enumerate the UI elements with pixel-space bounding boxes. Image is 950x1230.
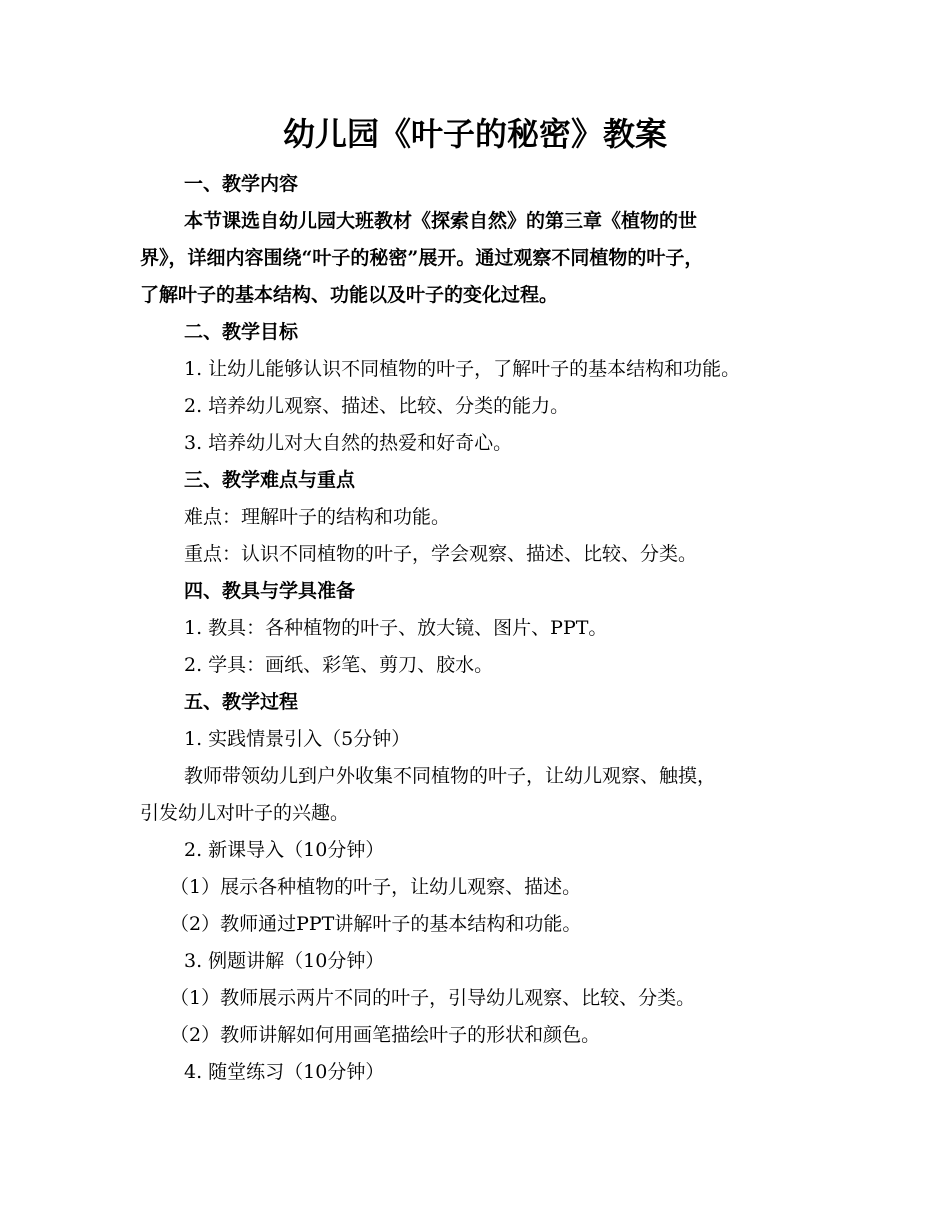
process-substep: （1）教师展示两片不同的叶子，引导幼儿观察、比较、分类。 — [170, 987, 696, 1009]
process-step: 4. 随堂练习（10分钟） — [184, 1061, 385, 1083]
section1-paragraph-line: 界》，详细内容围绕“叶子的秘密”展开。通过观察不同植物的叶子， — [140, 247, 704, 269]
process-step: 3. 例题讲解（10分钟） — [184, 950, 385, 972]
section1-paragraph-line: 本节课选自幼儿园大班教材《探索自然》的第三章《植物的世 — [184, 210, 698, 232]
section-heading-goals: 二、教学目标 — [184, 321, 299, 343]
goal-item: 1. 让幼儿能够认识不同植物的叶子，了解叶子的基本结构和功能。 — [184, 358, 741, 380]
materials-item: 2. 学具：画纸、彩笔、剪刀、胶水。 — [184, 654, 494, 676]
process-step-text: 引发幼儿对叶子的兴趣。 — [140, 802, 350, 824]
section-heading-materials: 四、教具与学具准备 — [184, 580, 356, 602]
process-substep: （2）教师讲解如何用画笔描绘叶子的形状和颜色。 — [170, 1024, 601, 1046]
document-body — [140, 166, 820, 1091]
process-step: 2. 新课导入（10分钟） — [184, 839, 385, 861]
goal-item: 3. 培养幼儿对大自然的热爱和好奇心。 — [184, 432, 513, 454]
process-substep: （1）展示各种植物的叶子，让幼儿观察、描述。 — [170, 876, 582, 898]
section-heading-content: 一、教学内容 — [184, 173, 299, 195]
section1-paragraph-line: 了解叶子的基本结构、功能以及叶子的变化过程。 — [140, 284, 559, 306]
process-substep: （2）教师通过PPT讲解叶子的基本结构和功能。 — [170, 913, 582, 935]
document-title: 幼儿园《叶子的秘密》教案 — [282, 115, 667, 153]
process-step-text: 教师带领幼儿到户外收集不同植物的叶子，让幼儿观察、触摸， — [184, 765, 717, 787]
difficulty-item: 难点：理解叶子的结构和功能。 — [184, 506, 451, 528]
materials-item: 1. 教具：各种植物的叶子、放大镜、图片、PPT。 — [184, 617, 608, 639]
process-step: 1. 实践情景引入（5分钟） — [184, 728, 411, 750]
section-heading-key-points: 三、教学难点与重点 — [184, 469, 356, 491]
goal-item: 2. 培养幼儿观察、描述、比较、分类的能力。 — [184, 395, 570, 417]
focus-item: 重点：认识不同植物的叶子，学会观察、描述、比较、分类。 — [184, 543, 698, 565]
section-heading-process: 五、教学过程 — [184, 691, 299, 713]
